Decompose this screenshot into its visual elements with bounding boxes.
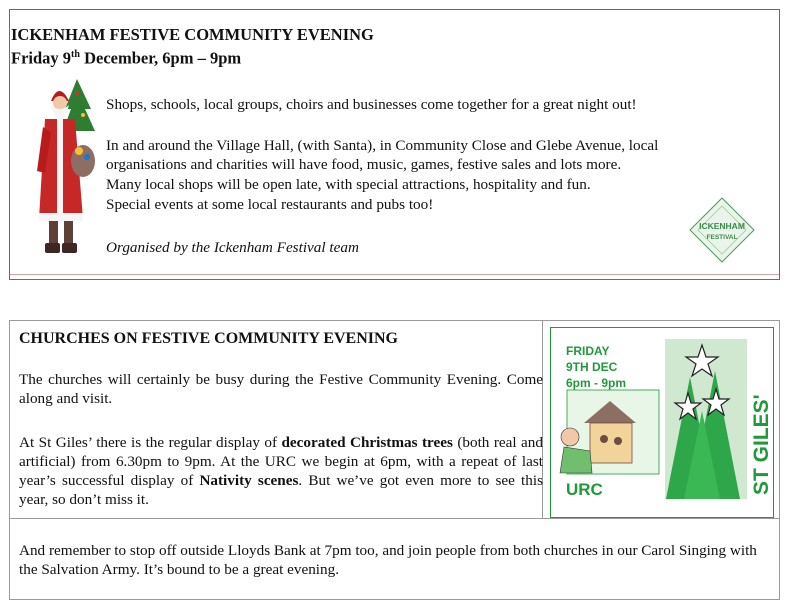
svg-text:9TH DEC: 9TH DEC — [566, 360, 618, 374]
festive-details-line-4: Special events at some local restaurants and pubs too! — [106, 196, 434, 213]
svg-text:FESTIVAL: FESTIVAL — [706, 234, 738, 241]
ickenham-festival-logo — [688, 196, 756, 264]
churches-paragraph-2: At St Giles’ there is the regular display of decorated Christmas trees (both real and artificial) from 6.30pm to 9pm. At the URC we begin at 6pm, with a repeat of last year’s successful display of Nativity scenes. But we’ve got even more to see this year, so don’t miss it. — [19, 434, 543, 508]
svg-text:URC: URC — [566, 480, 603, 499]
churches-poster — [550, 327, 774, 518]
churches-paragraph-1: The churches will certainly be busy during the Festive Community Evening. Come along and visit. — [19, 371, 543, 407]
festive-details-line-2: organisations and charities will have food, music, games, festive sales and lots more. — [106, 156, 622, 173]
churches-title: CHURCHES ON FESTIVE COMMUNITY EVENING — [19, 330, 398, 347]
festive-intro-text: Shops, schools, local groups, choirs and businesses come together for a great night out! — [106, 96, 637, 113]
festive-details-line-3: Many local shops will be open late, with special attractions, hospitality and fun. — [106, 176, 591, 193]
svg-text:FRIDAY: FRIDAY — [566, 344, 610, 358]
festive-evening-title: ICKENHAM FESTIVE COMMUNITY EVENING — [11, 25, 374, 44]
festive-evening-date: Friday 9th December, 6pm – 9pm — [11, 48, 242, 68]
festive-details-line-1: In and around the Village Hall, (with Santa), in Community Close and Glebe Avenue, local — [106, 137, 659, 154]
svg-text:ICKENHAM: ICKENHAM — [699, 221, 745, 231]
santa-illustration — [33, 79, 97, 259]
carol-singing-paragraph: And remember to stop off outside Lloyds Bank at 7pm too, and join people from both churches in our Carol Singing with the Salvation Army. It’s bound to be a great evening. — [19, 542, 757, 578]
svg-text:ST GILES': ST GILES' — [750, 394, 773, 495]
churches-box-horizontal-divider — [9, 518, 780, 519]
organiser-credit: Organised by the Ickenham Festival team — [106, 239, 359, 256]
box-bottom-rule — [10, 274, 779, 275]
svg-text:6pm - 9pm: 6pm - 9pm — [566, 376, 627, 390]
